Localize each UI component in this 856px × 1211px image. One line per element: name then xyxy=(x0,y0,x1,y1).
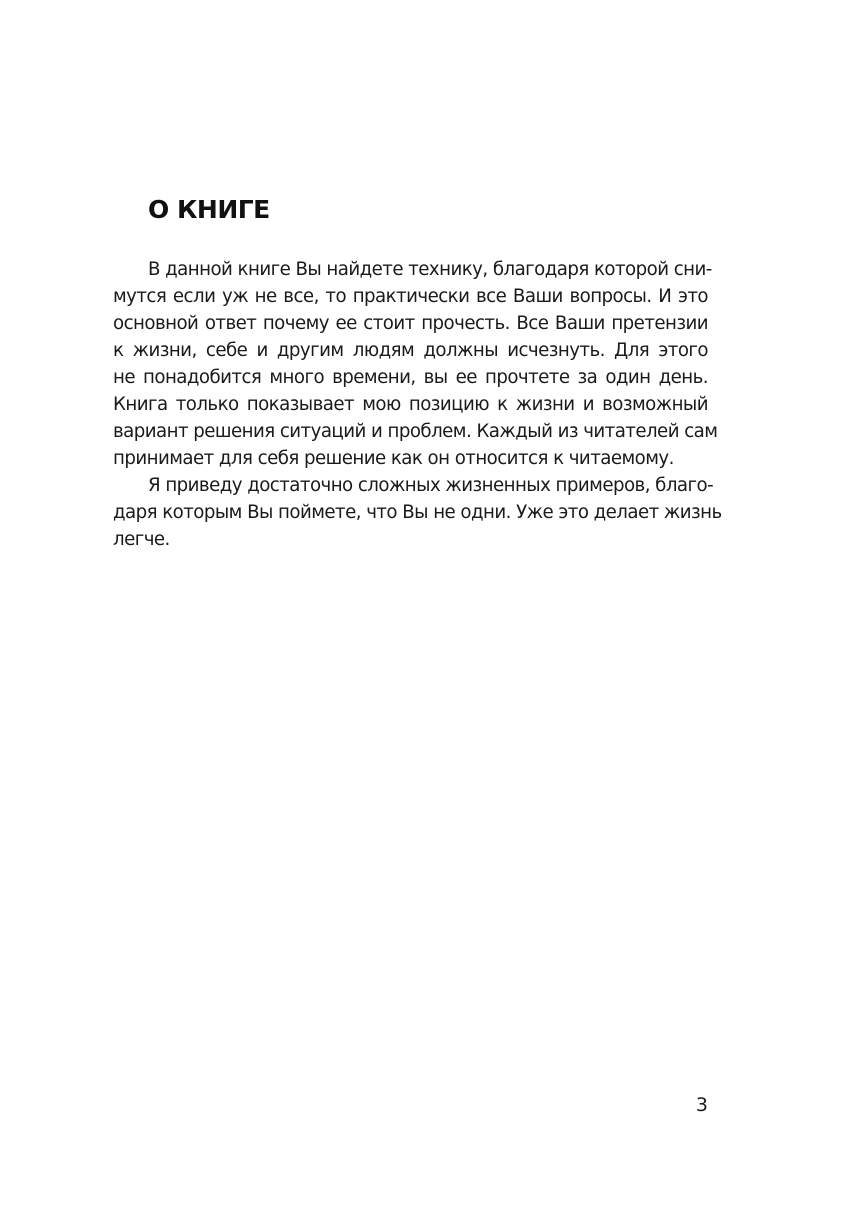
chapter-heading: О КНИГЕ xyxy=(148,195,270,224)
text-line: легче. xyxy=(113,529,170,550)
text-line: мутся если уж не все, то практически все Ваши вопросы. И это xyxy=(113,286,708,307)
text-line: принимает для себя решение как он относится к читаемому. xyxy=(113,448,674,469)
text-line: Книга только показывает мою позицию к жизни и возможный xyxy=(113,394,708,415)
text-line: основной ответ почему ее стоит прочесть. Все Ваши претензии xyxy=(113,313,708,334)
text-line: не понадобится много времени, вы ее прочтете за один день. xyxy=(113,367,708,388)
text-line: вариант решения ситуаций и проблем. Каждый из читателей сам xyxy=(113,421,718,442)
page-number: 3 xyxy=(695,1094,708,1116)
text-line: Я приведу достаточно сложных жизненных примеров, благо- xyxy=(148,475,714,496)
text-line: к жизни, себе и другим людям должны исчезнуть. Для этого xyxy=(113,340,708,361)
text-line: даря которым Вы поймете, что Вы не одни. Уже это делает жизнь xyxy=(113,502,722,523)
text-line: В данной книге Вы найдете технику, благодаря которой сни- xyxy=(148,259,712,280)
